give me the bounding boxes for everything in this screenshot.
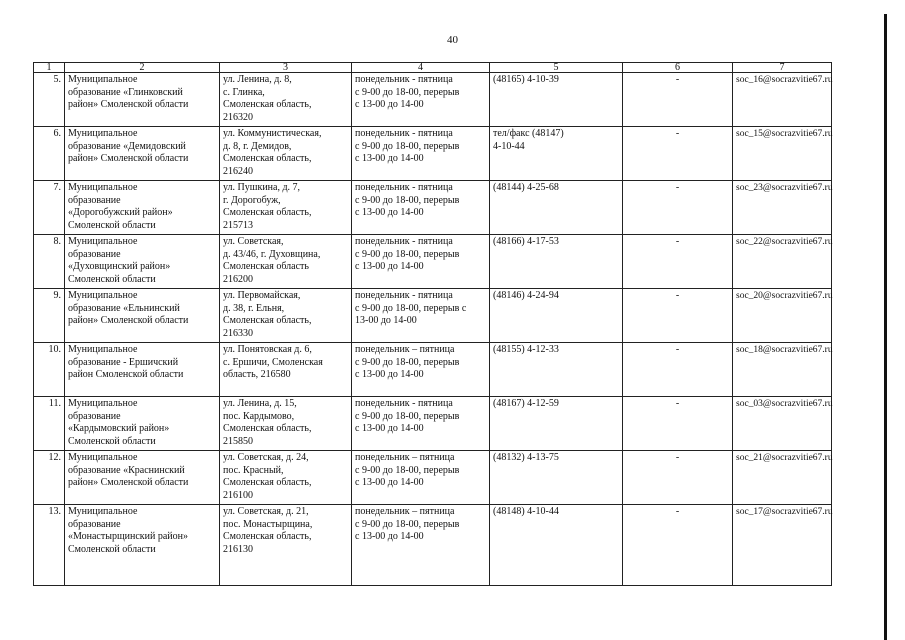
- column-6-value: [623, 397, 733, 451]
- email-line: soc_22@socrazvitie67.ru: [736, 237, 833, 247]
- working-hours-line: с 13-00 до 14-00: [355, 153, 424, 164]
- organization-name-line: образование «Глинковский: [68, 86, 183, 98]
- address-line: д. 8, г. Демидов,: [223, 140, 292, 152]
- address-line: Смоленская область,: [223, 153, 312, 164]
- address-line: с. Глинка,: [223, 86, 265, 98]
- working-hours-line: с 9-00 до 18-00, перерыв: [355, 410, 460, 422]
- address-line: Смоленская область,: [223, 423, 312, 434]
- column-6-value: [623, 505, 733, 586]
- address-line: пос. Кардымово,: [223, 410, 295, 422]
- address-line: ул. Коммунистическая,: [223, 128, 322, 139]
- organization-name-line: «Кардымовский район»: [68, 423, 170, 434]
- organization-name: [65, 451, 220, 505]
- column-6-value-line: -: [675, 290, 680, 301]
- working-hours-line: с 13-00 до 14-00: [355, 531, 424, 542]
- table-row: [34, 181, 832, 235]
- row-number: [34, 289, 65, 343]
- address: [220, 343, 352, 397]
- email: [733, 451, 832, 505]
- row-number-line: 11.: [48, 398, 61, 409]
- address-line: д. 43/46, г. Духовщина,: [223, 248, 321, 260]
- phone-line: 4-10-44: [493, 140, 525, 152]
- working-hours-line: с 9-00 до 18-00, перерыв: [355, 140, 460, 152]
- working-hours-line: понедельник – пятница: [355, 506, 455, 517]
- table-row: [34, 73, 832, 127]
- address-line: ул. Понятовская д. 6,: [223, 344, 312, 355]
- address: [220, 73, 352, 127]
- column-header: 4: [352, 63, 490, 73]
- row-number-line: 10.: [48, 344, 61, 355]
- phone: [490, 235, 623, 289]
- organization-name-line: Муниципальное: [68, 290, 138, 301]
- phone: [490, 505, 623, 586]
- working-hours-line: понедельник - пятница: [355, 128, 453, 139]
- address-line: 216320: [223, 111, 253, 123]
- column-6-value: [623, 235, 733, 289]
- column-6-value-line: -: [675, 452, 680, 463]
- address-line: ул. Ленина, д. 15,: [223, 398, 297, 409]
- phone: [490, 343, 623, 397]
- organization-name-line: район» Смоленской области: [68, 477, 189, 488]
- phone-line: (48167) 4-12-59: [493, 398, 559, 409]
- column-number-row: [34, 63, 832, 73]
- column-header: 6: [623, 63, 733, 73]
- email: [733, 235, 832, 289]
- organization-name-line: Муниципальное: [68, 182, 138, 193]
- address-line: 216100: [223, 489, 253, 501]
- column-header: 7: [733, 63, 832, 73]
- phone-line: (48146) 4-24-94: [493, 290, 559, 301]
- working-hours-line: понедельник - пятница: [355, 182, 453, 193]
- organization-name-line: Муниципальное: [68, 506, 138, 517]
- email-line: soc_18@socrazvitie67.ru: [736, 345, 833, 355]
- column-6-value: [623, 127, 733, 181]
- email-line: soc_03@socrazvitie67.ru: [736, 399, 833, 409]
- address-line: 216330: [223, 327, 253, 339]
- row-number-line: 7.: [53, 182, 61, 193]
- column-6-value-line: -: [675, 236, 680, 247]
- address-line: д. 38, г. Ельня,: [223, 302, 285, 314]
- email-line: soc_15@socrazvitie67.ru: [736, 129, 833, 139]
- email: [733, 289, 832, 343]
- email: [733, 505, 832, 586]
- email: [733, 181, 832, 235]
- column-header: 5: [490, 63, 623, 73]
- organization-name: [65, 289, 220, 343]
- column-header: 2: [65, 63, 220, 73]
- phone: [490, 289, 623, 343]
- address-line: Смоленская область,: [223, 99, 312, 110]
- row-number: [34, 505, 65, 586]
- row-number: [34, 397, 65, 451]
- organization-name-line: Муниципальное: [68, 344, 138, 355]
- row-number-line: 6.: [53, 128, 61, 139]
- organization-name-line: «Духовщинский район»: [68, 261, 171, 272]
- column-6-value-line: -: [675, 398, 680, 409]
- organization-name-line: Смоленской области: [68, 273, 156, 285]
- address-line: ул. Советская, д. 21,: [223, 506, 309, 517]
- organization-name-line: Смоленской области: [68, 543, 156, 555]
- email: [733, 127, 832, 181]
- address-line: Смоленская область: [223, 261, 309, 272]
- row-number: [34, 451, 65, 505]
- address-line: Смоленская область,: [223, 531, 312, 542]
- organization-name: [65, 127, 220, 181]
- organizations-table: [33, 62, 832, 586]
- email-line: soc_16@socrazvitie67.ru: [736, 75, 833, 85]
- working-hours-line: с 13-00 до 14-00: [355, 477, 424, 488]
- email: [733, 343, 832, 397]
- email-line: soc_21@socrazvitie67.ru: [736, 453, 833, 463]
- address-line: Смоленская область,: [223, 477, 312, 488]
- working-hours-line: с 13-00 до 14-00: [355, 369, 424, 380]
- working-hours-line: понедельник – пятница: [355, 452, 455, 463]
- address-line: пос. Красный,: [223, 464, 284, 476]
- row-number: [34, 181, 65, 235]
- working-hours-line: с 9-00 до 18-00, перерыв: [355, 194, 460, 206]
- organization-name-line: образование: [68, 194, 121, 206]
- column-6-value-line: -: [675, 506, 680, 517]
- column-6-value: [623, 289, 733, 343]
- organization-name-line: Смоленской области: [68, 219, 156, 231]
- table-row: [34, 343, 832, 397]
- organization-name-line: образование: [68, 410, 121, 422]
- address-line: Смоленская область,: [223, 315, 312, 326]
- address-line: 215713: [223, 219, 253, 231]
- organization-name-line: образование «Демидовский: [68, 140, 186, 152]
- address-line: 215850: [223, 435, 253, 447]
- organization-name-line: район» Смоленской области: [68, 153, 189, 164]
- column-6-value: [623, 343, 733, 397]
- email: [733, 73, 832, 127]
- phone-line: (48155) 4-12-33: [493, 344, 559, 355]
- address-line: 216130: [223, 543, 253, 555]
- working-hours-line: понедельник - пятница: [355, 236, 453, 247]
- row-number-line: 8.: [53, 236, 61, 247]
- email-line: soc_23@socrazvitie67.ru: [736, 183, 833, 193]
- address: [220, 397, 352, 451]
- table-row: [34, 505, 832, 586]
- address-line: ул. Пушкина, д. 7,: [223, 182, 301, 193]
- address: [220, 289, 352, 343]
- table-row: [34, 127, 832, 181]
- column-6-value-line: -: [675, 182, 680, 193]
- phone-line: (48144) 4-25-68: [493, 182, 559, 193]
- organization-name-line: Смоленской области: [68, 435, 156, 447]
- column-6-value-line: -: [675, 344, 680, 355]
- column-header: 1: [34, 63, 65, 73]
- working-hours: [352, 127, 490, 181]
- organization-name-line: район Смоленской области: [68, 369, 184, 380]
- address: [220, 505, 352, 586]
- address-line: 216200: [223, 273, 253, 285]
- email: [733, 397, 832, 451]
- phone: [490, 451, 623, 505]
- working-hours: [352, 235, 490, 289]
- email-line: soc_17@socrazvitie67.ru: [736, 507, 833, 517]
- row-number-line: 13.: [48, 506, 61, 517]
- working-hours-line: с 13-00 до 14-00: [355, 261, 424, 272]
- address-line: ул. Советская, д. 24,: [223, 452, 309, 463]
- organization-name-line: образование: [68, 518, 121, 530]
- organization-name-line: образование «Ельнинский: [68, 302, 180, 314]
- working-hours: [352, 289, 490, 343]
- row-number: [34, 235, 65, 289]
- organization-name-line: образование - Ершичский: [68, 356, 179, 368]
- working-hours-line: с 13-00 до 14-00: [355, 207, 424, 218]
- phone: [490, 73, 623, 127]
- working-hours-line: с 9-00 до 18-00, перерыв: [355, 356, 460, 368]
- scan-edge-bar: [884, 14, 887, 640]
- table-row: [34, 289, 832, 343]
- phone: [490, 397, 623, 451]
- organization-name: [65, 235, 220, 289]
- table-body: [34, 73, 832, 586]
- organization-name: [65, 505, 220, 586]
- organization-name-line: Муниципальное: [68, 452, 138, 463]
- phone-line: (48148) 4-10-44: [493, 506, 559, 517]
- working-hours-line: понедельник - пятница: [355, 290, 453, 301]
- address: [220, 127, 352, 181]
- column-header: 3: [220, 63, 352, 73]
- organization-name-line: район» Смоленской области: [68, 99, 189, 110]
- phone-line: (48165) 4-10-39: [493, 74, 559, 85]
- phone: [490, 181, 623, 235]
- organization-name-line: Муниципальное: [68, 236, 138, 247]
- row-number: [34, 73, 65, 127]
- organization-name-line: «Дорогобужский район»: [68, 207, 173, 218]
- working-hours-line: 13-00 до 14-00: [355, 315, 417, 326]
- address-line: ул. Советская,: [223, 236, 284, 247]
- organization-name-line: образование: [68, 248, 121, 260]
- address: [220, 181, 352, 235]
- address-line: с. Ершичи, Смоленская: [223, 356, 323, 368]
- column-6-value: [623, 73, 733, 127]
- organization-name-line: Муниципальное: [68, 74, 138, 85]
- column-6-value-line: -: [675, 74, 680, 85]
- working-hours: [352, 397, 490, 451]
- working-hours-line: с 9-00 до 18-00, перерыв: [355, 464, 460, 476]
- address-line: 216240: [223, 165, 253, 177]
- phone: [490, 127, 623, 181]
- address-line: ул. Первомайская,: [223, 290, 301, 301]
- address-line: пос. Монастырщина,: [223, 518, 313, 530]
- organization-name-line: район» Смоленской области: [68, 315, 189, 326]
- working-hours-line: с 13-00 до 14-00: [355, 99, 424, 110]
- address-line: Смоленская область,: [223, 207, 312, 218]
- working-hours: [352, 505, 490, 586]
- table-row: [34, 235, 832, 289]
- organization-name-line: образование «Краснинский: [68, 464, 185, 476]
- address: [220, 235, 352, 289]
- working-hours-line: с 9-00 до 18-00, перерыв: [355, 248, 460, 260]
- working-hours-line: с 13-00 до 14-00: [355, 423, 424, 434]
- organization-name: [65, 73, 220, 127]
- organization-name: [65, 343, 220, 397]
- address-line: область, 216580: [223, 369, 291, 380]
- working-hours: [352, 73, 490, 127]
- row-number: [34, 343, 65, 397]
- table-row: [34, 397, 832, 451]
- column-6-value: [623, 181, 733, 235]
- working-hours-line: понедельник - пятница: [355, 74, 453, 85]
- working-hours-line: понедельник - пятница: [355, 398, 453, 409]
- working-hours-line: понедельник – пятница: [355, 344, 455, 355]
- row-number-line: 9.: [53, 290, 61, 301]
- phone-line: (48166) 4-17-53: [493, 236, 559, 247]
- working-hours: [352, 451, 490, 505]
- phone-line: тел/факс (48147): [493, 128, 564, 139]
- address-line: г. Дорогобуж,: [223, 194, 281, 206]
- organization-name: [65, 397, 220, 451]
- column-6-value: [623, 451, 733, 505]
- working-hours-line: с 9-00 до 18-00, перерыв: [355, 86, 460, 98]
- working-hours: [352, 343, 490, 397]
- row-number-line: 12.: [48, 452, 61, 463]
- working-hours: [352, 181, 490, 235]
- organization-name-line: Муниципальное: [68, 398, 138, 409]
- email-line: soc_20@socrazvitie67.ru: [736, 291, 833, 301]
- page-number: 40: [447, 34, 458, 46]
- working-hours-line: с 9-00 до 18-00, перерыв с: [355, 302, 467, 314]
- organization-name-line: Муниципальное: [68, 128, 138, 139]
- table-row: [34, 451, 832, 505]
- phone-line: (48132) 4-13-75: [493, 452, 559, 463]
- organization-name: [65, 181, 220, 235]
- organization-name-line: «Монастырщинский район»: [68, 531, 189, 542]
- address-line: ул. Ленина, д. 8,: [223, 74, 292, 85]
- column-6-value-line: -: [675, 128, 680, 139]
- working-hours-line: с 9-00 до 18-00, перерыв: [355, 518, 460, 530]
- address: [220, 451, 352, 505]
- row-number-line: 5.: [53, 74, 61, 85]
- row-number: [34, 127, 65, 181]
